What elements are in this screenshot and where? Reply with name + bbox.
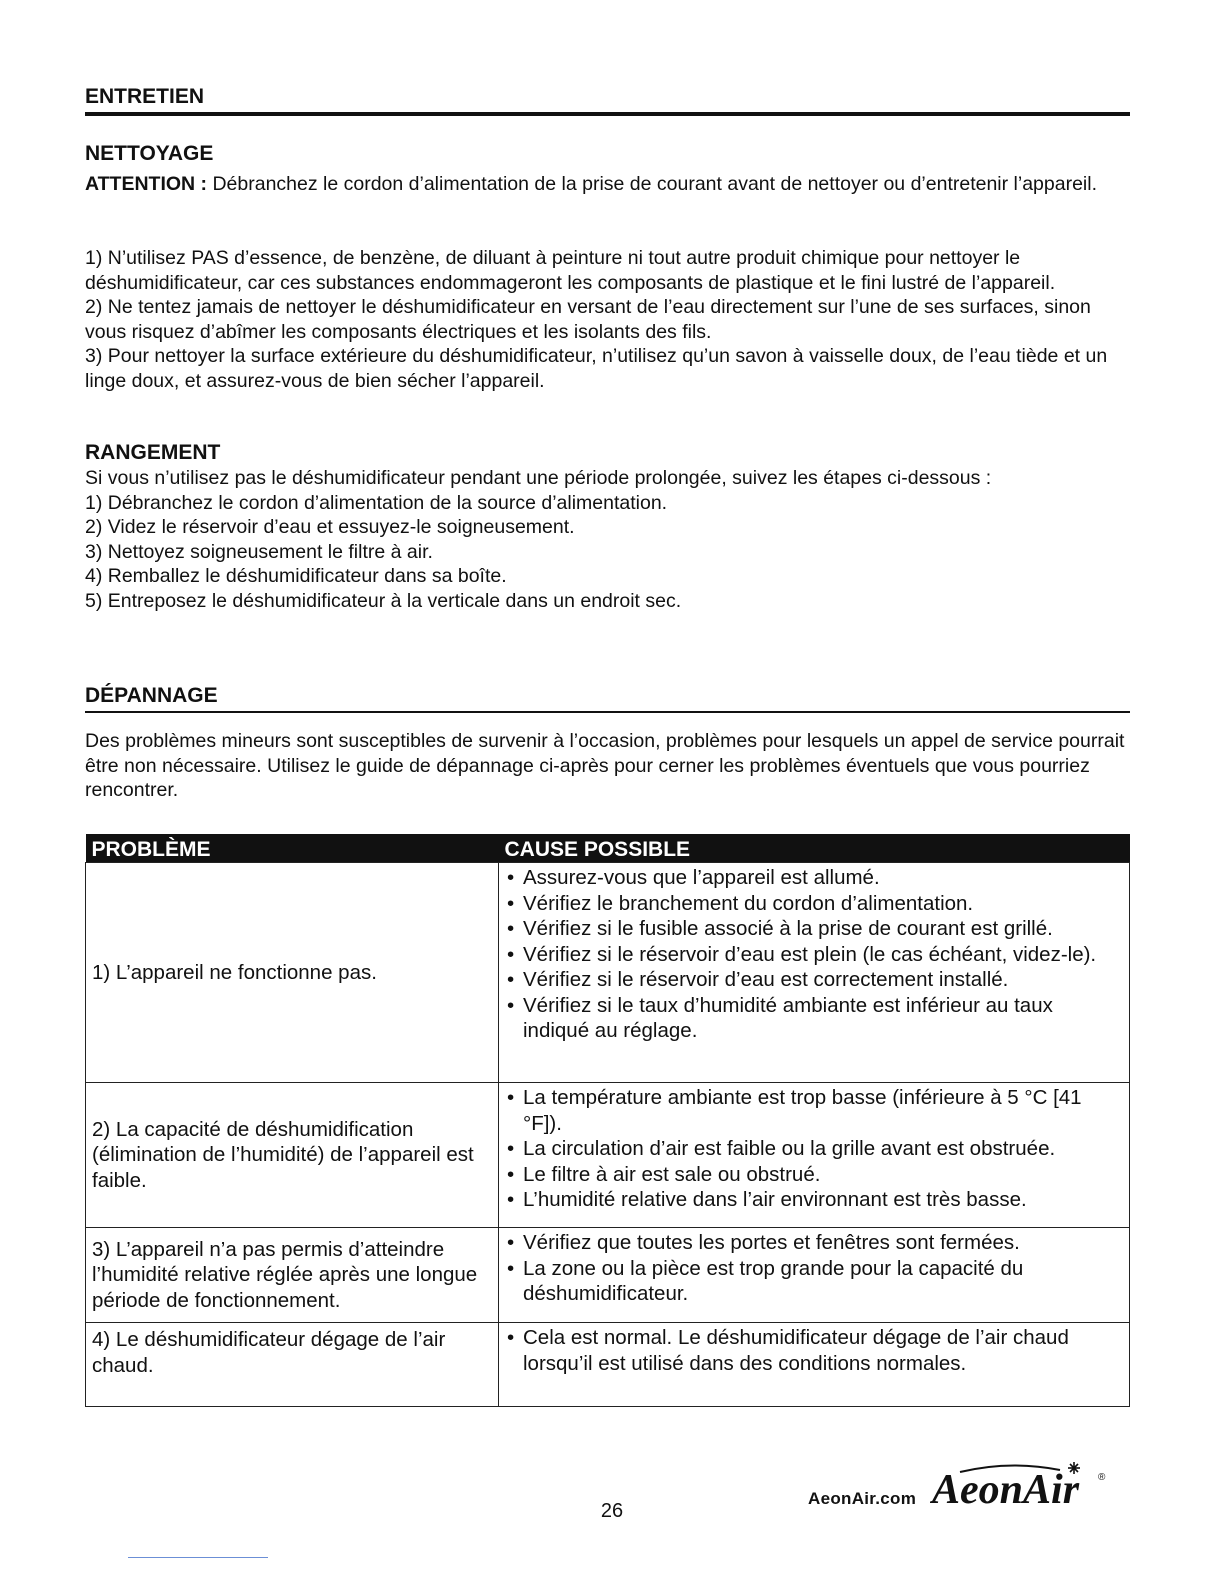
cause-item: • Vérifiez le branchement du cordon d’alimentation. — [505, 891, 1123, 917]
cleaning-item-2: 2) Ne tentez jamais de nettoyer le déshumidificateur en versant de l’eau directement sur l’une de ses surfaces, sinon vous risquez d’abîmer les composants électriques et les isolants des fils. — [85, 296, 1091, 343]
cleaning-instructions — [85, 246, 1130, 393]
cause-cell — [499, 1228, 1130, 1323]
cause-item: • La température ambiante est trop basse (inférieure à 5 °C [41 °F]). — [505, 1085, 1123, 1136]
table-row — [86, 1323, 1130, 1407]
table-row — [86, 1228, 1130, 1323]
troubleshooting-table — [85, 834, 1130, 1407]
aeonair-logo — [930, 1458, 1110, 1510]
cause-item: • Cela est normal. Le déshumidificateur dégage de l’air chaud lorsqu’il est utilisé dans des conditions normales. — [505, 1325, 1123, 1376]
table-row — [86, 1083, 1130, 1228]
cause-item: • Vérifiez si le fusible associé à la prise de courant est grillé. — [505, 916, 1123, 942]
cause-cell — [499, 863, 1130, 1083]
cause-item: • La circulation d’air est faible ou la grille avant est obstruée. — [505, 1136, 1123, 1162]
cause-item: • Vérifiez si le réservoir d’eau est correctement installé. — [505, 967, 1123, 993]
problem-cell: 1) L’appareil ne fonctionne pas. — [86, 863, 499, 1083]
problem-cell: 3) L’appareil n’a pas permis d’atteindre l’humidité relative réglée après une longue période de fonctionnement. — [86, 1228, 499, 1323]
cause-item: • Vérifiez si le taux d’humidité ambiante est inférieur au taux indiqué au réglage. — [505, 993, 1123, 1044]
problem-cell: 2) La capacité de déshumidification (élimination de l’humidité) de l’appareil est faible. — [86, 1083, 499, 1228]
storage-step-4: 4) Remballez le déshumidificateur dans sa boîte. — [85, 565, 507, 587]
header-problem: PROBLÈME — [86, 834, 499, 863]
cause-item: • Vérifiez si le réservoir d’eau est plein (le cas échéant, videz-le). — [505, 942, 1123, 968]
cleaning-item-3: 3) Pour nettoyer la surface extérieure du déshumidificateur, n’utilisez qu’un savon à vaisselle doux, de l’eau tiède et un linge doux, et assurez-vous de bien sécher l’appareil. — [85, 345, 1108, 392]
cause-item: • Le filtre à air est sale ou obstrué. — [505, 1162, 1123, 1188]
subsection-title-rangement: RANGEMENT — [85, 441, 221, 464]
attention-text: Débranchez le cordon d’alimentation de la prise de courant avant de nettoyer ou d’entretenir l’appareil. — [207, 173, 1098, 195]
header-cause: CAUSE POSSIBLE — [499, 834, 1130, 863]
page-number: 26 — [600, 1500, 624, 1522]
storage-step-1: 1) Débranchez le cordon d’alimentation de la source d’alimentation. — [85, 491, 668, 514]
cause-item: • La zone ou la pièce est trop grande pour la capacité du déshumidificateur. — [505, 1256, 1123, 1307]
bottom-link-line — [128, 1557, 268, 1558]
storage-instructions — [85, 466, 1130, 613]
cause-item: • L’humidité relative dans l’air environnant est très basse. — [505, 1187, 1123, 1213]
storage-step-3: 3) Nettoyez soigneusement le filtre à air. — [85, 540, 433, 563]
section-title-depannage: DÉPANNAGE — [85, 683, 1130, 713]
attention-paragraph — [85, 172, 1130, 197]
storage-step-2: 2) Videz le réservoir d’eau et essuyez-le soigneusement. — [85, 516, 575, 538]
cause-cell — [499, 1323, 1130, 1407]
registered-mark: ® — [1098, 1472, 1106, 1483]
storage-step-5: 5) Entreposez le déshumidificateur à la verticale dans un endroit sec. — [85, 589, 682, 612]
problem-cell: 4) Le déshumidificateur dégage de l’air chaud. — [86, 1323, 499, 1407]
website-url: AeonAir.com — [808, 1489, 917, 1508]
cause-item: • Vérifiez que toutes les portes et fenêtres sont fermées. — [505, 1230, 1123, 1256]
troubleshooting-intro — [85, 729, 1130, 803]
subsection-title-nettoyage: NETTOYAGE — [85, 142, 214, 165]
logo-text: AeonAir — [932, 1467, 1080, 1510]
table-header-row — [86, 834, 1130, 863]
storage-intro: Si vous n’utilisez pas le déshumidificateur pendant une période prolongée, suivez les étapes ci-dessous : — [85, 467, 992, 489]
table-row — [86, 863, 1130, 1083]
section-title-entretien: ENTRETIEN — [85, 84, 1130, 116]
cleaning-item-1: 1) N’utilisez PAS d’essence, de benzène, de diluant à peinture ni tout autre produit chimique pour nettoyer le déshumidificateur, car ces substances endommageront les composants de plastique et le fini lustré de l’appareil. — [85, 247, 1056, 294]
cause-item: • Assurez-vous que l’appareil est allumé. — [505, 865, 1123, 891]
cause-cell — [499, 1083, 1130, 1228]
attention-label: ATTENTION : — [85, 173, 208, 195]
troubleshooting-intro-text: Des problèmes mineurs sont susceptibles de survenir à l’occasion, problèmes pour lesquels un appel de service pourrait être non nécessaire. Utilisez le guide de dépannage ci-après pour cerner les problèmes éventuels que vous pourriez rencontrer. — [85, 730, 1125, 801]
